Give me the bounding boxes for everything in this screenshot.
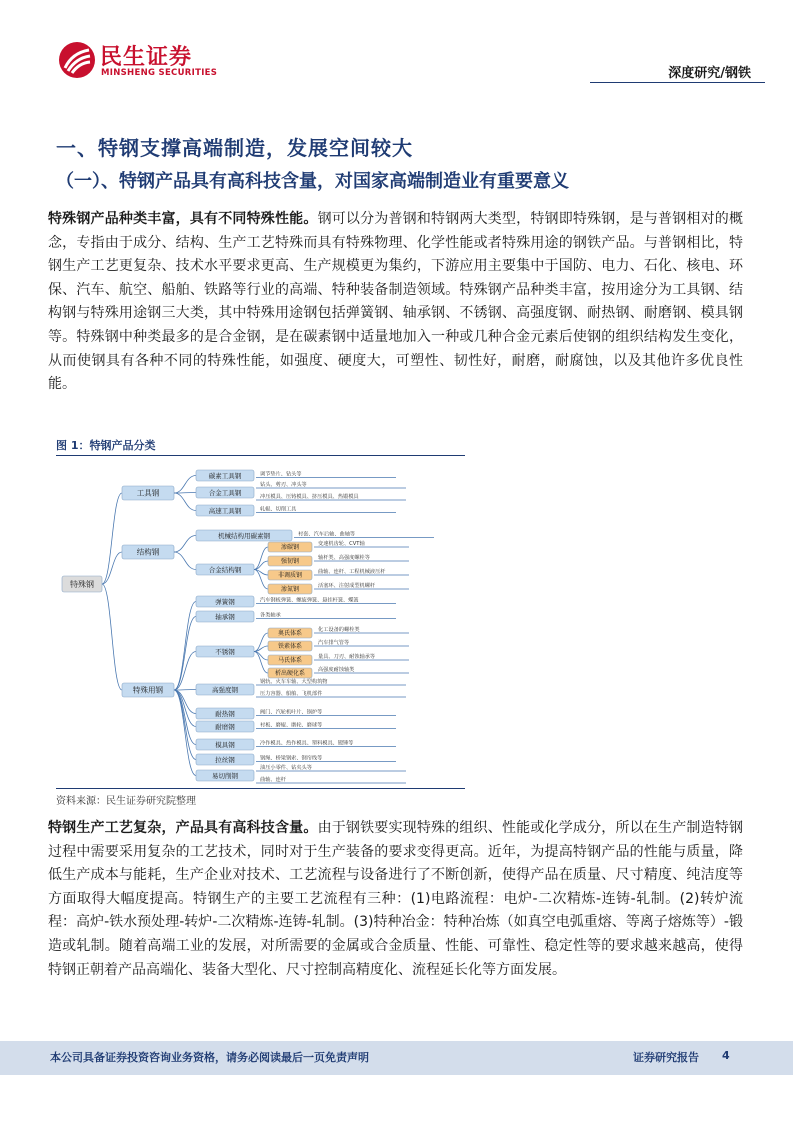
paragraph-body: 钢可以分为普钢和特钢两大类型，特钢即特殊钢，是与普钢相对的概念，专指由于成分、结构、生产工艺特殊而具有特殊物理、化学性能或者特殊用途的钢铁产品。与普钢相比，特钢生产工艺更复杂、技术水平要求更高、生产规模更为集约，下游应用主要集中于国防、电力、石化、核电、环保、汽车、航空、船舶、铁路等行业的高端、特种装备制造领域。特殊钢产品种类丰富，按用途分为工具钢、结构钢与特殊用途钢三大类，其中特殊用途钢包括弹簧钢、轴承钢、不锈钢、高强度钢、耐热钢、耐磨钢、模具钢等。特殊钢中种类最多的是合金钢，是在碳素钢中适量地加入一种或几种合金元素后使钢的组织结构发生变化，从而使钢具有各种不同的特殊性能，如强度、硬度大，可塑性、韧性好，耐磨，耐腐蚀，以及其他许多优良性能。 (48, 211, 743, 393)
page-header (0, 0, 793, 90)
mindmap-edge-1-0 (174, 536, 196, 553)
mindmap-sub-1-1-0-label: 渗碳钢 (280, 544, 300, 552)
header-divider (590, 82, 765, 83)
mindmap-sub-note-2-2-2: 量具、刀刃、耐蚀轴承等 (318, 654, 376, 660)
mindmap-node-2-6-label: 模具钢 (215, 740, 235, 749)
mindmap-sub-1-1-1-label: 强韧钢 (280, 558, 300, 566)
mindmap-node-1-1-label: 合金结构钢 (208, 565, 242, 574)
mindmap-edge-2-3 (174, 690, 196, 691)
mindmap-note-2-1: 各类轴承 (260, 612, 281, 619)
mindmap-edge-2-8 (174, 690, 196, 776)
mindmap-edge-2-2 (174, 652, 196, 691)
mindmap-sub-2-2-1-label: 铁素体系 (277, 643, 303, 651)
mindmap-node-2-5-label: 耐磨钢 (215, 722, 235, 731)
footer-report-type: 证券研究报告 (633, 1051, 699, 1064)
mindmap-edge-1-1 (174, 552, 196, 570)
mindmap-root-label: 特殊钢 (70, 579, 94, 589)
mindmap-node-0-2-label: 高速工具钢 (208, 506, 242, 515)
mindmap-sub-note-1-1-2: 曲轴、连杆、工程机械液压杆 (318, 569, 386, 575)
mindmap-group-1-label: 结构钢 (136, 547, 160, 557)
paragraph-lead: 特殊钢产品种类丰富，具有不同特殊性能。 (48, 211, 318, 227)
mindmap-note-2-8-a: 油压小零件、钻夹头等 (260, 765, 312, 771)
page-number: 4 (722, 1049, 730, 1062)
report-category: 深度研究/钢铁 (668, 66, 751, 81)
mindmap-note-0-1-b: 冲压模具、压铸模具、挤压模具、热锻模具 (260, 494, 359, 500)
mindmap-note-2-4: 阀门、汽轮机叶片、锅炉等 (260, 709, 323, 716)
figure-bottom-rule (56, 788, 465, 789)
mindmap-node-2-2-label: 不锈钢 (215, 647, 235, 656)
mindmap-group-2-label: 特殊用钢 (133, 685, 163, 695)
mindmap-edge-2-5 (174, 690, 196, 727)
logo-text-en: MINSHENG SECURITIES (101, 68, 218, 78)
section-heading: 一、特钢支撑高端制造，发展空间较大 (56, 136, 413, 160)
minsheng-logo-icon (58, 41, 96, 79)
mindmap-node-2-8-label: 易切削钢 (212, 771, 238, 780)
figure-top-rule (56, 455, 465, 456)
mindmap-note-2-5: 衬板、磨辊、磨轮、磨球等 (260, 722, 323, 729)
mindmap-sub-1-1-2-label: 非调质钢 (277, 572, 303, 580)
mindmap-edge-0-2 (174, 493, 196, 511)
mindmap-node-1-0-label: 机械结构用碳素钢 (218, 531, 270, 540)
mindmap-note-0-2: 轧辊、切削工具 (260, 506, 297, 513)
mindmap-sub-note-1-1-3: 活塞环、注射成型机螺杆 (318, 583, 376, 589)
mindmap-sub-note-1-1-0: 变速机齿轮、CVT轴 (318, 541, 365, 547)
mindmap-group-0-label: 工具钢 (136, 488, 160, 498)
mindmap-sub-2-2-3-label: 析出硬化系 (274, 670, 306, 678)
mindmap-sub-1-1-3-label: 渗氮钢 (280, 586, 300, 594)
mindmap-sub-note-2-2-1: 汽车排气管等 (318, 640, 350, 646)
mindmap-note-2-0: 汽车钢板弹簧、螺旋弹簧、悬挂杆簧、蝶簧 (260, 597, 359, 604)
page-footer (0, 1041, 793, 1075)
mindmap-note-0-0: 调节垫片、钻头等 (260, 471, 302, 478)
paragraph-lead: 特钢生产工艺复杂，产品具有高科技含量。 (48, 820, 318, 836)
mindmap-sub-note-2-2-0: 化工设备的螺栓类 (318, 627, 360, 633)
mindmap-note-0-1-a: 钻头、剪刃、冲头等 (260, 482, 307, 488)
mindmap-edge-2-2-3 (254, 652, 268, 674)
mindmap-node-2-1-label: 轴承钢 (215, 612, 235, 621)
mindmap-edge-2-0 (174, 602, 196, 691)
mindmap-edge-root-0 (102, 493, 122, 584)
mindmap-edge-root-1 (102, 552, 122, 584)
mindmap-node-0-0-label: 碳素工具钢 (208, 471, 242, 480)
figure-source: 资料来源：民生证券研究院整理 (56, 796, 196, 807)
mindmap-edge-0-0 (174, 476, 196, 494)
paragraph-production-process (48, 817, 743, 982)
mindmap-sub-2-2-2-label: 马氏体系 (277, 657, 303, 665)
mindmap-note-2-6: 冷作模具、热作模具、塑料模具、锻锤等 (260, 740, 354, 747)
mindmap-edge-2-6 (174, 690, 196, 745)
subsection-heading: （一）、特钢产品具有高科技含量，对国家高端制造业有重要意义 (56, 171, 569, 192)
mindmap-note-2-7: 钢绳、桥梁钢索、钢帘线等 (260, 755, 323, 762)
special-steel-classification-mindmap (56, 458, 465, 788)
mindmap-edge-root-2 (102, 584, 122, 690)
mindmap-note-1-0: 衬套、汽车后轴、曲轴等 (298, 531, 356, 538)
mindmap-node-2-3-label: 高强度钢 (212, 685, 238, 694)
mindmap-note-2-3-a: 钢轨、火车车轴、大型构筑物 (260, 679, 328, 685)
mindmap-node-0-1-label: 合金工具钢 (208, 488, 242, 497)
paragraph-special-steel-types (48, 208, 743, 397)
paragraph-body: 由于钢铁要实现特殊的组织、性能或化学成分，所以在生产制造特钢过程中需要采用复杂的工艺技术，同时对于生产装备的要求变得更高。近年，为提高特钢产品的性能与质量，降低生产成本与能耗，生产企业对技术、工艺流程与设备进行了不断创新，使得产品在质量、尺寸精度、纯洁度等方面取得大幅度提高。特钢生产的主要工艺流程有三种：(1)电路流程：电炉-二次精炼-连铸-轧制。(2)转炉流程：高炉-铁水预处理-转炉-二次精炼-连铸-轧制。(3)特种冶金：特种冶炼（如真空电弧重熔、等离子熔炼等）-锻造或轧制。随着高端工业的发展，对所需要的金属或合金质量、性能、可靠性、稳定性等的要求越来越高，使得特钢正朝着产品高端化、装备大型化、尺寸控制高精度化、流程延长化等方面发展。 (48, 820, 743, 978)
mindmap-node-2-4-label: 耐热钢 (215, 709, 235, 718)
logo-text-cn: 民生证券 (100, 45, 193, 70)
mindmap-sub-note-2-2-3: 高强度耐蚀轴类 (318, 667, 355, 673)
mindmap-edge-1-1-0 (254, 547, 268, 570)
mindmap-sub-2-2-0-label: 奥氏体系 (277, 630, 303, 638)
mindmap-sub-note-1-1-1: 轴杆类、高强度螺栓等 (318, 555, 370, 561)
mindmap-node-2-7-label: 拉丝钢 (215, 755, 235, 764)
footer-disclaimer[interactable]: 本公司具备证券投资咨询业务资格，请务必阅读最后一页免责声明 (50, 1051, 369, 1064)
mindmap-note-2-3-b: 压力容器、船舶、飞机部件 (260, 691, 323, 697)
mindmap-note-2-8-b: 曲轴、连杆 (260, 777, 286, 783)
figure-title: 图 1：特钢产品分类 (56, 439, 156, 452)
mindmap-node-2-0-label: 弹簧钢 (215, 597, 235, 606)
